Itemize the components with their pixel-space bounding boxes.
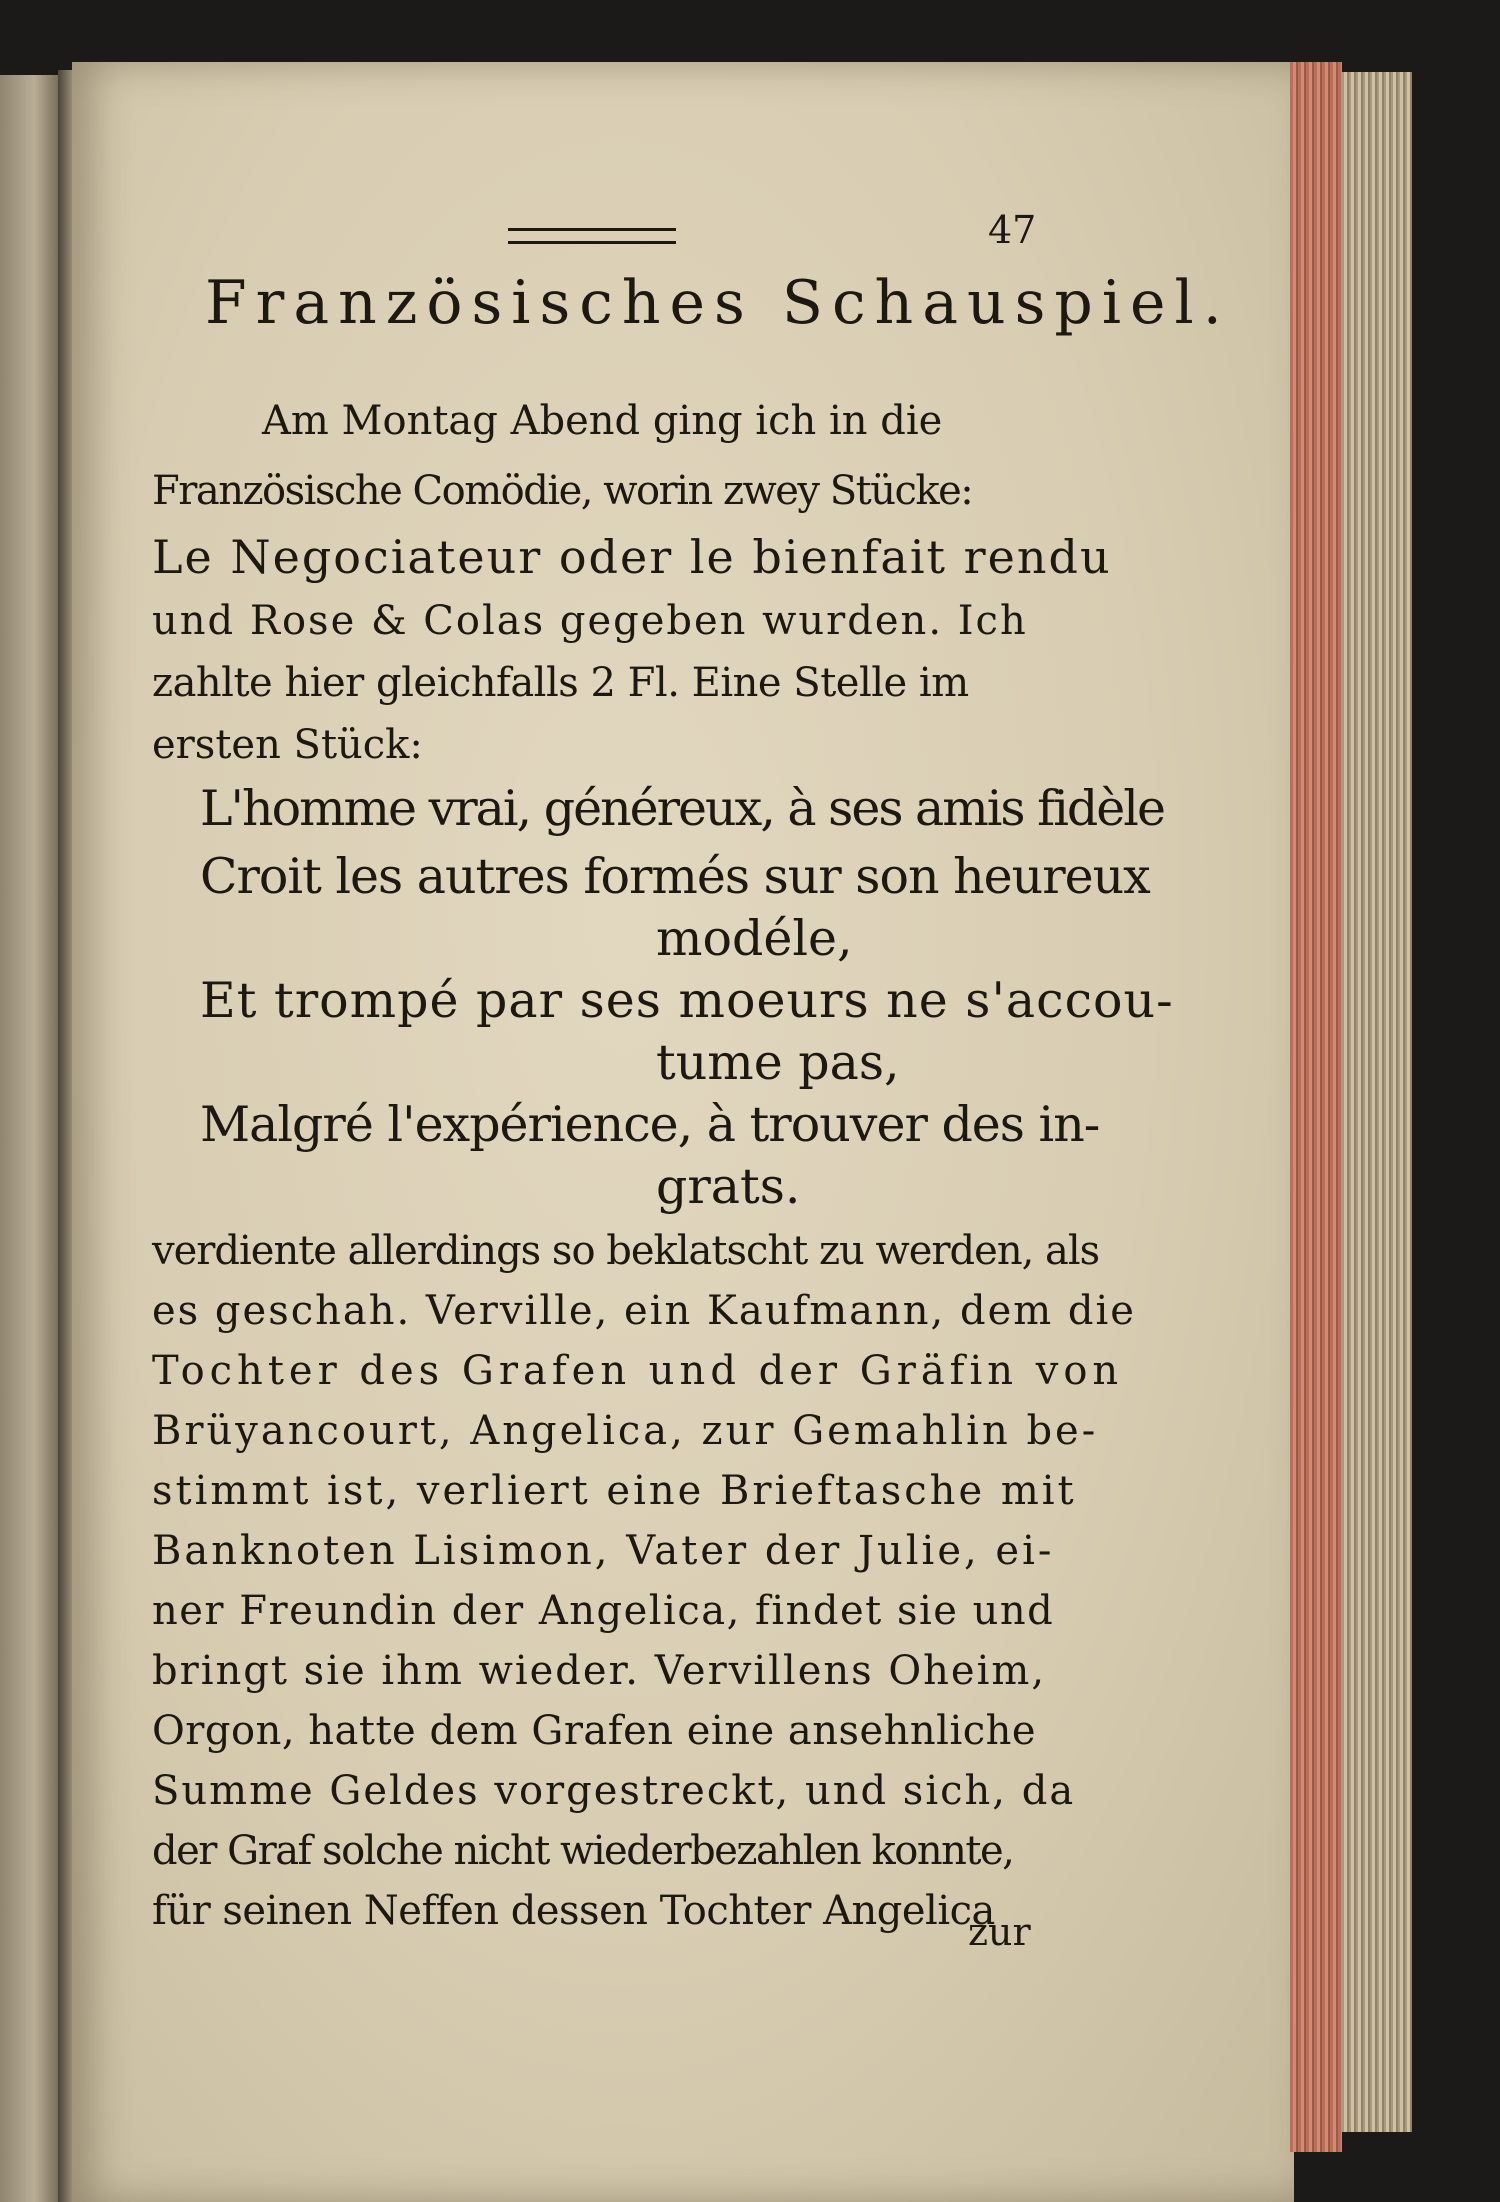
text-line: zahlte hier gleichfalls 2 Fl. Eine Stelle im	[152, 660, 969, 706]
text-line: ner Freundin der Angelica, findet sie und	[152, 1588, 1055, 1634]
verse-line: L'homme vrai, généreux, à ses amis fidèle	[200, 780, 1164, 837]
header-double-rule	[508, 228, 676, 244]
text-line: ersten Stück:	[152, 722, 423, 768]
verse-line: Malgré l'expérience, à trouver des in-	[200, 1096, 1100, 1153]
verse-line: modéle,	[656, 910, 853, 967]
text-line: Banknoten Lisimon, Vater der Julie, ei-	[152, 1528, 1055, 1574]
text-line: bringt sie ihm wieder. Vervillens Oheim,	[152, 1648, 1047, 1694]
text-line: Französische Comödie, worin zwey Stücke:	[152, 468, 973, 514]
text-line: verdiente allerdings so beklatscht zu werden, als	[152, 1228, 1100, 1274]
verse-line: grats.	[656, 1158, 801, 1215]
text-line: Tochter des Grafen und der Gräfin von	[152, 1348, 1124, 1394]
page-number: 47	[988, 208, 1037, 252]
text-line: Le Negociateur oder le bienfait rendu	[152, 530, 1112, 584]
verse-line: Croit les autres formés sur son heureux	[200, 848, 1150, 905]
text-line: für seinen Neffen dessen Tochter Angelica	[152, 1888, 995, 1934]
text-line: Summe Geldes vorgestreckt, und sich, da	[152, 1768, 1076, 1814]
text-line: und Rose & Colas gegeben wurden. Ich	[152, 598, 1028, 644]
catchword: zur	[968, 1910, 1031, 1954]
verse-line: tume pas,	[656, 1034, 900, 1091]
text-line: es geschah. Verville, ein Kaufmann, dem die	[152, 1288, 1136, 1334]
text-line: Am Montag Abend ging ich in die	[262, 398, 943, 444]
text-line: der Graf solche nicht wiederbezahlen konnte,	[152, 1828, 1014, 1874]
text-line: Orgon, hatte dem Grafen eine ansehnliche	[152, 1708, 1037, 1754]
verse-line: Et trompé par ses moeurs ne s'accou-	[200, 972, 1174, 1029]
text-line: Brüyancourt, Angelica, zur Gemahlin be-	[152, 1408, 1099, 1454]
text-line: stimmt ist, verliert eine Brieftasche mit	[152, 1468, 1077, 1514]
section-title: Französisches Schauspiel.	[205, 268, 1231, 338]
